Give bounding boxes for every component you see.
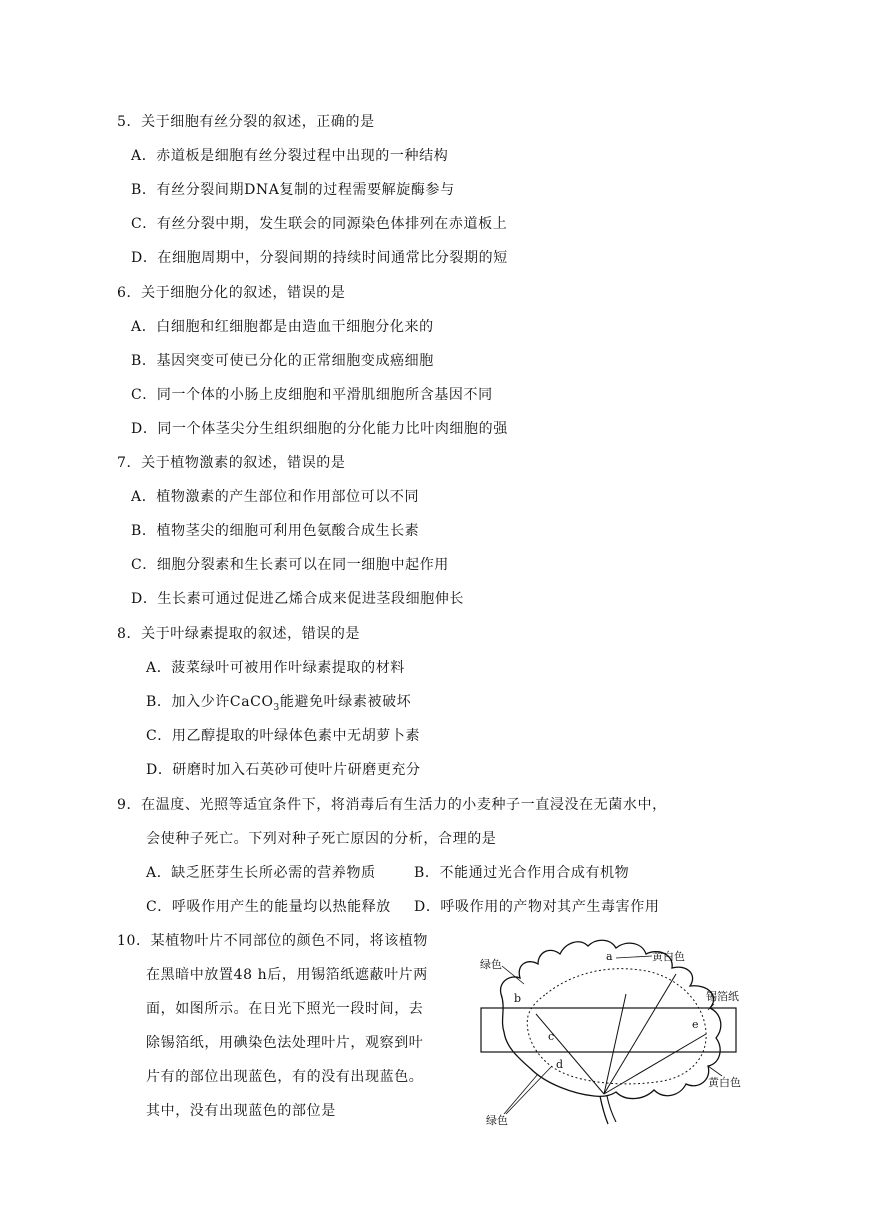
q5-option-c: C．有丝分裂中期，发生联会的同源染色体排列在赤道板上 [131, 216, 508, 232]
leader-yellow-right [708, 1066, 722, 1076]
q8-option-b-text-end: 能避免叶绿素被破坏 [279, 694, 412, 710]
q6-option-d: D．同一个体茎尖分生组织细胞的分化能力比叶肉细胞的强 [131, 421, 508, 437]
q10-stem-line2: 在黑暗中放置48 h后，用锡箔纸遮蔽叶片两 [146, 967, 428, 983]
q10-stem-line3: 面，如图所示。在日光下照光一段时间，去 [146, 1001, 424, 1017]
q7-option-d: D．生长素可通过促进乙烯合成来促进茎段细胞伸长 [131, 591, 465, 607]
leaf-vein-upper-right [604, 974, 676, 1094]
label-green-bottom: 绿色 [486, 1114, 508, 1126]
q8-option-c: C．用乙醇提取的叶绿体色素中无胡萝卜素 [146, 728, 421, 744]
q9-option-d: D．呼吸作用的产物对其产生毒害作用 [414, 899, 660, 915]
leader-green-bottom-2 [506, 1066, 552, 1114]
q10-stem-line6: 其中，没有出现蓝色的部位是 [146, 1103, 336, 1119]
leaf-foil-figure [476, 934, 766, 1126]
letter-b: b [514, 992, 522, 1005]
q6-stem: 6．关于细胞分化的叙述，错误的是 [117, 285, 346, 301]
q7-option-c: C．细胞分裂素和生长素可以在同一细胞中起作用 [131, 557, 449, 573]
q8-stem: 8．关于叶绿素提取的叙述，错误的是 [117, 626, 361, 642]
q7-option-b: B．植物茎尖的细胞可利用色氨酸合成生长素 [131, 523, 420, 539]
q9-stem-line2: 会使种子死亡。下列对种子死亡原因的分析，合理的是 [146, 831, 497, 847]
q5-option-a: A．赤道板是细胞有丝分裂过程中出现的一种结构 [131, 148, 449, 164]
q9-option-b: B．不能通过光合作用合成有机物 [414, 865, 630, 881]
label-yellow-right: 黄白色 [708, 1076, 741, 1089]
leader-green-bottom-1 [504, 1074, 538, 1114]
letter-a: a [606, 950, 613, 963]
label-yellow-top: 黄白色 [652, 950, 685, 963]
letter-d: d [556, 1058, 564, 1071]
q9-stem-line1: 9．在温度、光照等适宜条件下，将消毒后有生活力的小麦种子一直浸没在无菌水中， [117, 797, 667, 813]
q5-option-b: B．有丝分裂间期DNA复制的过程需要解旋酶参与 [131, 182, 455, 198]
q6-option-b: B．基因突变可使已分化的正常细胞变成癌细胞 [131, 353, 434, 369]
label-green-top: 绿色 [480, 958, 502, 971]
q5-stem: 5．关于细胞有丝分裂的叙述，正确的是 [117, 114, 375, 130]
q8-option-b-subscript: 3 [273, 702, 280, 713]
q9-option-a: A．缺乏胚芽生长所必需的营养物质 [146, 865, 376, 881]
letter-e: e [692, 1018, 699, 1031]
q7-stem: 7．关于植物激素的叙述，错误的是 [117, 455, 346, 471]
leaf-inner-boundary [527, 969, 706, 1084]
leaf-vein-left [536, 1014, 604, 1094]
q10-stem-line4: 除锡箔纸，用碘染色法处理叶片，观察到叶 [146, 1035, 424, 1051]
q8-option-b [146, 692, 411, 718]
q8-option-b-text: B．加入少许CaCO [146, 694, 274, 710]
q8-option-a: A．菠菜绿叶可被用作叶绿素提取的材料 [146, 660, 405, 676]
leaf-vein-main [604, 994, 626, 1094]
q10-stem-line5: 片有的部位出现蓝色，有的没有出现蓝色。 [146, 1069, 424, 1085]
q8-option-d: D．研磨时加入石英砂可使叶片研磨更充分 [146, 762, 421, 778]
q7-option-a: A．植物激素的产生部位和作用部位可以不同 [131, 489, 420, 505]
leader-yellow-top [616, 956, 652, 958]
q6-option-a: A．白细胞和红细胞都是由造血干细胞分化来的 [131, 319, 434, 335]
leaf-stem-outer [607, 1096, 616, 1122]
q6-option-c: C．同一个体的小肠上皮细胞和平滑肌细胞所含基因不同 [131, 387, 493, 403]
leaf-outline [501, 940, 721, 1098]
q5-option-d: D．在细胞周期中，分裂间期的持续时间通常比分裂期的短 [131, 250, 508, 266]
leader-green-top [502, 966, 524, 984]
label-foil: 锡箔纸 [706, 990, 739, 1003]
leaf-stem [600, 1096, 608, 1124]
q10-stem-line1: 10．某植物叶片不同部位的颜色不同，将该植物 [117, 933, 429, 949]
letter-c: c [548, 1030, 555, 1043]
q9-option-c: C．呼吸作用产生的能量均以热能释放 [146, 899, 391, 915]
leaf-diagram [476, 934, 766, 1126]
